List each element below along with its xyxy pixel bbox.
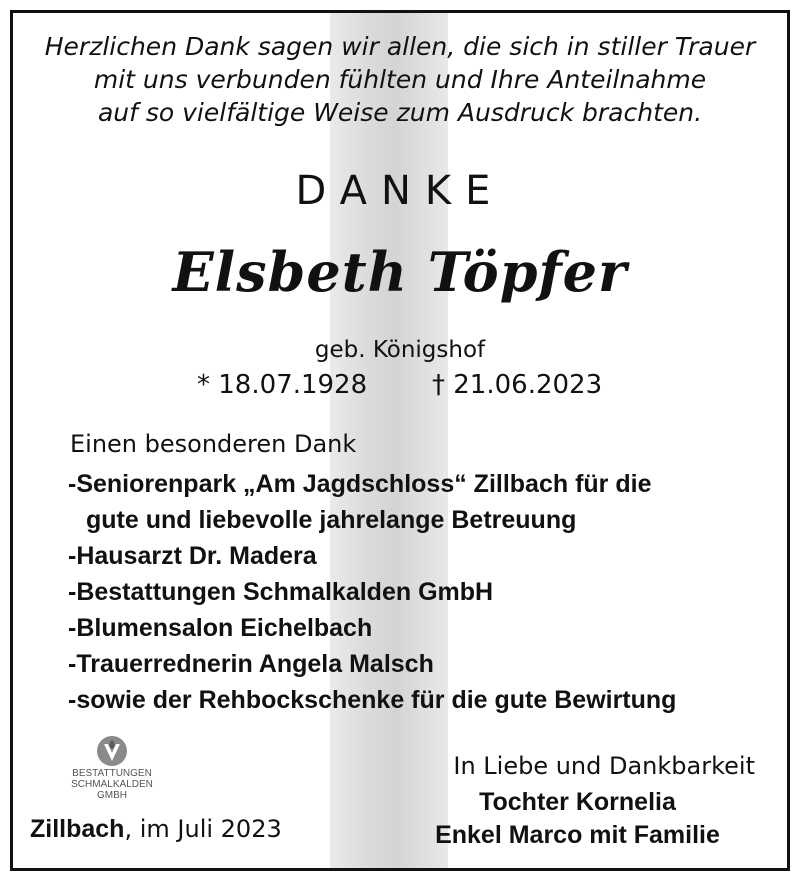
family-member: Enkel Marco mit Familie <box>435 821 720 849</box>
place-date <box>30 815 282 844</box>
logo-line: BESTATTUNGEN <box>72 768 152 779</box>
maiden-name: geb. Königshof <box>314 337 486 363</box>
birth-date: * 18.07.1928 <box>197 370 368 400</box>
place-month: , im Juli 2023 <box>124 815 282 843</box>
intro-line: Herzlichen Dank sagen wir allen, die sich in stiller Trauer <box>44 32 756 61</box>
deceased-name: Elsbeth Töpfer <box>172 240 628 304</box>
logo-line: GMBH <box>97 790 127 801</box>
thanks-item: -Blumensalon Eichelbach <box>68 614 373 642</box>
closing-block <box>400 752 755 852</box>
closing-phrase: In Liebe und Dankbarkeit <box>453 752 755 780</box>
thanks-heading: Einen besonderen Dank <box>70 430 357 458</box>
place-town: Zillbach <box>30 815 125 843</box>
logo-line: SCHMALKALDEN <box>71 779 153 790</box>
death-date: † 21.06.2023 <box>432 370 603 400</box>
thanks-item: -sowie der Rehbockschenke für die gute Bewirtung <box>68 686 677 714</box>
thanks-item: -Trauerrednerin Angela Malsch <box>68 650 434 678</box>
thanks-item: gute und liebevolle jahrelange Betreuung <box>86 506 577 534</box>
thanks-list <box>68 466 788 718</box>
funeral-home-logo <box>62 734 162 801</box>
thanks-item: -Hausarzt Dr. Madera <box>68 542 317 570</box>
heading-danke: DANKE <box>295 168 505 214</box>
family-member: Tochter Kornelia <box>479 788 676 816</box>
logo-emblem-icon <box>95 734 129 768</box>
intro-line: mit uns verbunden fühlten und Ihre Anteilnahme <box>93 65 707 94</box>
thanks-item: -Bestattungen Schmalkalden GmbH <box>68 578 494 606</box>
intro-text <box>20 30 780 129</box>
intro-line: auf so vielfältige Weise zum Ausdruck brachten. <box>97 98 703 127</box>
thanks-item: -Seniorenpark „Am Jagdschloss“ Zillbach für die <box>68 470 652 498</box>
